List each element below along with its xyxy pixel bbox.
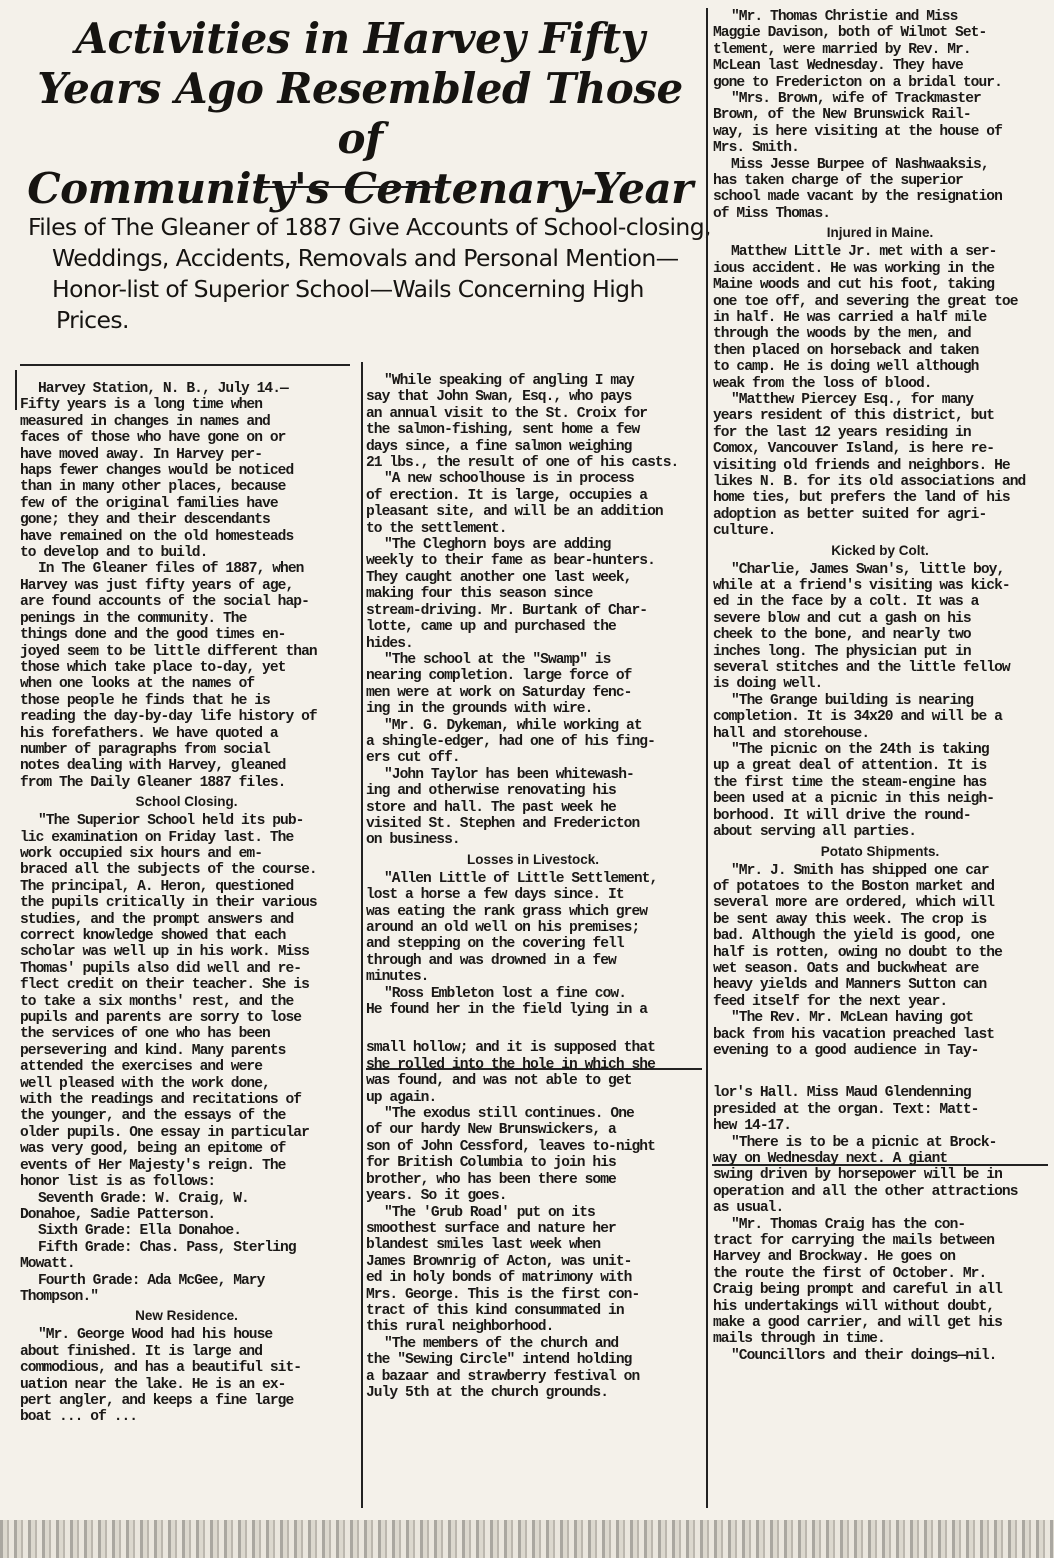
article-line: she rolled into the hole in which she: [366, 1056, 655, 1073]
article-line: men were at work on Saturday fenc-: [366, 684, 632, 701]
article-line: visiting old friends and neighbors. He: [713, 457, 1010, 474]
article-line: reading the day-by-day life history of: [20, 709, 317, 726]
column-rule: [15, 370, 17, 410]
article-line: joyed seem to be little different than: [20, 643, 317, 660]
headline-line: Community's Centenary-Year: [27, 164, 693, 213]
article-line: Fifth Grade: Chas. Pass, Sterling: [38, 1239, 296, 1256]
article-line: weak from the loss of blood.: [713, 375, 932, 392]
article-line: faces of those who have gone on or: [20, 430, 286, 447]
article-line: say that John Swan, Esq., who pays: [366, 389, 632, 406]
column-gap: [366, 1018, 700, 1040]
article-line: up again.: [366, 1089, 437, 1106]
article-line: "The picnic on the 24th is taking: [731, 742, 989, 759]
article-line: to the settlement.: [366, 520, 507, 537]
article-line: way on Wednesday next. A giant: [713, 1151, 948, 1167]
article-line: make a good carrier, and will get his: [713, 1315, 1002, 1332]
article-line: while at a friend's visiting was kick-: [713, 578, 1010, 594]
article-line: "A new schoolhouse is in process: [384, 471, 634, 488]
article-column-2: [366, 373, 700, 1401]
article-line: of potatoes to the Boston market and: [713, 878, 995, 895]
article-line: Thompson.": [20, 1288, 99, 1305]
article-line: his forefathers. We have quoted a: [20, 725, 278, 742]
article-line: years resident of this district, but: [713, 408, 995, 425]
article-line: "Mr. Thomas Craig has the con-: [731, 1216, 966, 1233]
article-line: when one looks at the names of: [20, 676, 255, 693]
article-line: inches long. The physician put in: [713, 643, 971, 660]
article-line: was eating the rank grass which grew: [366, 903, 648, 920]
section-heading: New Residence.: [135, 1308, 238, 1324]
article-line: lost a horse a few days since. It: [366, 887, 624, 904]
section-heading: Injured in Maine.: [826, 225, 934, 241]
article-line: a shingle-edger, had one of his fing-: [366, 733, 655, 750]
article-line: blandest smiles last week when: [366, 1237, 601, 1254]
article-line: tract of this kind consummated in: [366, 1302, 624, 1319]
article-line: "The members of the church and: [384, 1335, 619, 1352]
article-line: lor's Hall. Miss Maud Glendenning: [713, 1085, 971, 1102]
article-line: school made vacant by the resignation: [713, 189, 1002, 206]
section-heading: Losses in Livestock.: [466, 851, 600, 867]
article-line: hides.: [366, 635, 413, 652]
article-line: the salmon-fishing, sent home a few: [366, 422, 640, 439]
headline-line: Years Ago Resembled Those of: [37, 64, 683, 163]
article-line: July 5th at the church grounds.: [366, 1384, 609, 1401]
article-line: than in many other places, because: [20, 479, 286, 496]
article-line: "Mrs. Brown, wife of Trackmaster: [731, 91, 981, 108]
article-line: Brown, of the New Brunswick Rail-: [713, 107, 971, 124]
article-line: to take a six months' rest, and the: [20, 993, 294, 1010]
article-line: one toe off, and severing the great toe: [713, 293, 1018, 310]
article-line: few of the original families have: [20, 495, 278, 512]
article-line: through and was drowned in a few: [366, 952, 616, 969]
article-line: older pupils. One essay in particular: [20, 1124, 309, 1141]
article-line: the younger, and the essays of the: [20, 1108, 286, 1125]
article-line: He found her in the field lying in a: [366, 1002, 648, 1019]
article-line: wet season. Oats and buckwheat are: [713, 960, 979, 977]
article-line: have moved away. In Harvey per-: [20, 446, 263, 463]
article-line: "Matthew Piercey Esq., for many: [731, 391, 974, 408]
article-line: half is rotten, owing no doubt to the: [713, 944, 1002, 961]
article-line: Maine woods and cut his foot, taking: [713, 277, 995, 294]
article-line: as usual.: [713, 1200, 784, 1217]
article-line: Maggie Davison, both of Wilmot Set-: [713, 25, 987, 42]
article-line: "Mr. George Wood had his house: [38, 1327, 273, 1344]
article-line: culture.: [713, 523, 776, 540]
article-line: gone to Fredericton on a bridal tour.: [713, 74, 1002, 91]
article-line: minutes.: [366, 969, 429, 986]
article-line: years. So it goes.: [366, 1188, 507, 1205]
article-line: way, is here visiting at the house of: [713, 123, 1002, 140]
article-line: about finished. It is large and: [20, 1343, 263, 1360]
article-line: "Councillors and their doings—nil.: [731, 1347, 997, 1364]
article-line: Mrs. Smith.: [713, 140, 799, 157]
article-line: haps fewer changes would be noticed: [20, 463, 294, 480]
article-line: "The Superior School held its pub-: [38, 813, 304, 830]
article-line: number of paragraphs from social: [20, 741, 270, 758]
article-line: Harvey Station, N. B., July 14.—: [38, 381, 288, 397]
column-rule: [706, 8, 708, 1508]
article-line: pupils and parents are sorry to lose: [20, 1010, 302, 1027]
article-line: notes dealing with Harvey, gleaned: [20, 758, 286, 775]
section-heading: School Closing.: [135, 794, 238, 810]
article-line: Seventh Grade: W. Craig, W.: [38, 1190, 249, 1207]
article-line: this rural neighborhood.: [366, 1319, 554, 1336]
article-line: scholar was well up in his work. Miss: [20, 944, 309, 961]
article-line: lic examination on Friday last. The: [20, 829, 294, 846]
article-line: things done and the good times en-: [20, 627, 286, 644]
article-line: "The Rev. Mr. McLean having got: [731, 1010, 974, 1027]
article-line: then placed on horseback and taken: [713, 342, 979, 359]
article-line: Comox, Vancouver Island, is here re-: [713, 441, 995, 458]
article-line: days since, a fine salmon weighing: [366, 438, 632, 455]
article-line: through the woods by the men, and: [713, 326, 971, 343]
headline: [10, 14, 710, 214]
article-line: several more are ordered, which will: [713, 895, 995, 912]
article-line: presided at the organ. Text: Matt-: [713, 1101, 979, 1118]
column-gap: [713, 1059, 1047, 1085]
article-line: ing in the grounds with wire.: [366, 701, 593, 718]
article-line: pert angler, and keeps a fine large: [20, 1392, 294, 1409]
article-line: swing driven by horsepower will be in: [713, 1167, 1002, 1184]
article-line: Harvey was just fifty years of age,: [20, 577, 294, 594]
article-line: commodious, and has a beautiful sit-: [20, 1360, 302, 1377]
article-line: Mrs. George. This is the first con-: [366, 1286, 640, 1303]
article-line: ing and otherwise renovating his: [366, 783, 616, 800]
article-line: about serving all parties.: [713, 824, 916, 841]
article-line: store and hall. The past week he: [366, 799, 616, 816]
article-line: severe blow and cut a gash on his: [713, 610, 971, 627]
headline-rule: [262, 186, 442, 188]
article-line: those which take place to-day, yet: [20, 659, 286, 676]
article-line: the pupils critically in their various: [20, 895, 317, 912]
article-line: feed itself for the next year.: [713, 993, 948, 1010]
article-line: "The school at the "Swamp" is: [384, 651, 611, 668]
article-line: "The Grange building is nearing: [731, 692, 974, 709]
article-line: "There is to be a picnic at Brock-: [731, 1134, 997, 1151]
article-line: Fifty years is a long time when: [20, 397, 263, 414]
deck-line: Prices.: [56, 306, 129, 334]
article-line: weekly to their fame as bear-hunters.: [366, 553, 655, 570]
article-line: "Ross Embleton lost a fine cow.: [384, 985, 627, 1002]
article-line: hew 14-17.: [713, 1118, 792, 1135]
article-column-3: [713, 9, 1047, 1364]
article-line: flect credit on their teacher. She is: [20, 977, 309, 994]
article-column-1: [20, 381, 353, 1426]
article-line: mails through in time.: [713, 1331, 885, 1348]
article-line: ers cut off.: [366, 750, 460, 767]
article-line: small hollow; and it is supposed that: [366, 1040, 655, 1057]
article-line: evening to a good audience in Tay-: [713, 1042, 979, 1059]
article-line: lotte, came up and purchased the: [366, 619, 616, 636]
article-line: on business.: [366, 832, 460, 849]
article-line: ed in the face by a colt. It was a: [713, 594, 979, 611]
article-line: nearing completion. large force of: [366, 668, 632, 685]
article-line: his undertakings will without doubt,: [713, 1298, 995, 1315]
article-line: work occupied six hours and em-: [20, 845, 263, 862]
article-line: for British Columbia to join his: [366, 1155, 616, 1172]
article-line: be sent away this week. The crop is: [713, 911, 987, 928]
headline-line: Activities in Harvey Fifty: [75, 14, 645, 63]
article-line: of erection. It is large, occupies a: [366, 487, 648, 504]
article-line: the first time the steam-engine has: [713, 774, 987, 791]
article-line: has taken charge of the superior: [713, 173, 963, 190]
article-line: the services of one who has been: [20, 1026, 270, 1043]
article-line: "Mr. G. Dykeman, while working at: [384, 717, 642, 734]
article-line: tract for carrying the mails between: [713, 1233, 995, 1250]
torn-paper-edge: [0, 1520, 1054, 1558]
article-line: home ties, but prefers the land of his: [713, 490, 1010, 507]
article-line: The principal, A. Heron, questioned: [20, 878, 294, 895]
article-line: the "Sewing Circle" intend holding: [366, 1352, 632, 1369]
article-line: well pleased with the work done,: [20, 1075, 270, 1092]
article-line: around an old well on his premises;: [366, 920, 640, 936]
article-line: "Allen Little of Little Settlement,: [384, 870, 658, 887]
article-line: up a great deal of attention. It is: [713, 758, 987, 775]
article-line: borhood. It will drive the round-: [713, 807, 971, 824]
subheadline-deck: [28, 212, 711, 336]
article-line: back from his vacation preached last: [713, 1026, 995, 1043]
article-line: boat ... of ...: [20, 1409, 138, 1426]
article-line: "The 'Grub Road' put on its: [384, 1204, 595, 1221]
article-line: visited St. Stephen and Fredericton: [366, 815, 640, 832]
article-line: an annual visit to the St. Croix for: [366, 405, 648, 422]
article-line: James Brownrig of Acton, was unit-: [366, 1253, 632, 1270]
article-line: son of John Cessford, leaves to-night: [366, 1138, 655, 1155]
article-line: making four this season since: [366, 586, 593, 603]
article-line: those people he finds that he is: [20, 692, 270, 709]
article-line: for the last 12 years residing in: [713, 424, 971, 441]
article-line: "Mr. J. Smith has shipped one car: [731, 862, 989, 879]
article-line: to camp. He is doing well although: [713, 359, 979, 376]
article-line: tlement, were married by Rev. Mr.: [713, 41, 971, 58]
article-line: Fourth Grade: Ada McGee, Mary: [38, 1272, 265, 1289]
article-line: Sixth Grade: Ella Donahoe.: [38, 1223, 241, 1240]
section-heading: Kicked by Colt.: [831, 542, 929, 558]
article-line: is doing well.: [713, 676, 823, 693]
article-line: 21 lbs., the result of one of his casts.: [366, 455, 679, 472]
article-line: "John Taylor has been whitewash-: [384, 766, 634, 783]
article-line: "The Cleghorn boys are adding: [384, 537, 611, 554]
article-line: Donahoe, Sadie Patterson.: [20, 1206, 216, 1223]
article-line: to develop and to build.: [20, 545, 208, 562]
article-line: of our hardy New Brunswickers, a: [366, 1122, 616, 1139]
article-line: "Charlie, James Swan's, little boy,: [731, 561, 1005, 578]
article-line: Harvey and Brockway. He goes on: [713, 1249, 956, 1266]
article-line: been used at a picnic in this neigh-: [713, 791, 995, 808]
article-line: in half. He was carried a half mile: [713, 309, 987, 326]
article-line: brother, who has been there some: [366, 1171, 616, 1188]
article-line: smoothest surface and nature her: [366, 1220, 616, 1237]
article-line: and stepping on the covering fell: [366, 936, 624, 953]
article-line: pleasant site, and will be an addition: [366, 504, 663, 521]
article-line: "The exodus still continues. One: [384, 1106, 634, 1123]
article-line: Matthew Little Jr. met with a ser-: [731, 244, 997, 261]
article-line: several stitches and the little fellow: [713, 660, 1010, 677]
article-line: from The Daily Gleaner 1887 files.: [20, 774, 286, 791]
deck-line: Weddings, Accidents, Removals and Personal Mention—: [52, 244, 679, 272]
article-line: braced all the subjects of the course.: [20, 862, 317, 879]
article-line: persevering and kind. Many parents: [20, 1042, 286, 1059]
article-line: heavy yields and Manners Sutton can: [713, 977, 987, 994]
article-line: a bazaar and strawberry festival on: [366, 1368, 640, 1385]
deck-line: Honor-list of Superior School—Wails Concerning High: [52, 275, 644, 303]
article-line: cheek to the bone, and nearly two: [713, 627, 971, 644]
article-line: Thomas' pupils also did well and re-: [20, 960, 302, 977]
article-line: ed in holy bonds of matrimony with: [366, 1270, 632, 1287]
deck-line: Files of The Gleaner of 1887 Give Accounts of School-closing,: [28, 213, 711, 241]
article-line: stream-driving. Mr. Burtank of Char-: [366, 602, 648, 619]
article-line: "Mr. Thomas Christie and Miss: [731, 9, 958, 25]
article-line: uation near the lake. He is an ex-: [20, 1376, 286, 1393]
article-line: measured in changes in names and: [20, 413, 270, 430]
article-line: events of Her Majesty's reign. The: [20, 1157, 286, 1174]
article-line: honor list is as follows:: [20, 1174, 216, 1191]
article-line: have remained on the old homesteads: [20, 528, 294, 545]
article-line: penings in the community. The: [20, 610, 247, 627]
article-line: ious accident. He was working in the: [713, 260, 995, 277]
article-line: Miss Jesse Burpee of Nashwaaksis,: [731, 156, 989, 173]
article-line: bad. Although the yield is good, one: [713, 928, 995, 945]
article-line: studies, and the prompt answers and: [20, 911, 294, 928]
article-line: In The Gleaner files of 1887, when: [38, 561, 304, 578]
article-line: with the readings and recitations of: [20, 1092, 302, 1109]
article-line: likes N. B. for its old associations and: [713, 473, 1026, 490]
article-line: Mowatt.: [20, 1256, 75, 1273]
article-line: They caught another one last week,: [366, 569, 632, 586]
article-line: of Miss Thomas.: [713, 205, 831, 222]
column-rule: [361, 362, 363, 1508]
article-line: correct knowledge showed that each: [20, 928, 286, 944]
article-line: gone; they and their descendants: [20, 512, 270, 529]
article-line: attended the exercises and were: [20, 1059, 263, 1076]
article-line: adoption as better suited for agri-: [713, 506, 987, 523]
article-line: was very good, being an epitome of: [20, 1141, 286, 1158]
article-line: the route the first of October. Mr.: [713, 1265, 987, 1282]
article-line: hall and storehouse.: [713, 725, 870, 742]
column-top-rule: [20, 364, 350, 366]
article-line: was found, and was not able to get: [366, 1073, 632, 1090]
article-line: McLean last Wednesday. They have: [713, 58, 963, 75]
article-line: are found accounts of the social hap-: [20, 594, 309, 611]
article-line: "While speaking of angling I may: [384, 373, 634, 389]
article-line: operation and all the other attractions: [713, 1183, 1018, 1200]
article-line: Craig being prompt and careful in all: [713, 1282, 1002, 1299]
section-heading: Potato Shipments.: [820, 843, 940, 859]
article-line: completion. It is 34x20 and will be a: [713, 709, 1002, 726]
